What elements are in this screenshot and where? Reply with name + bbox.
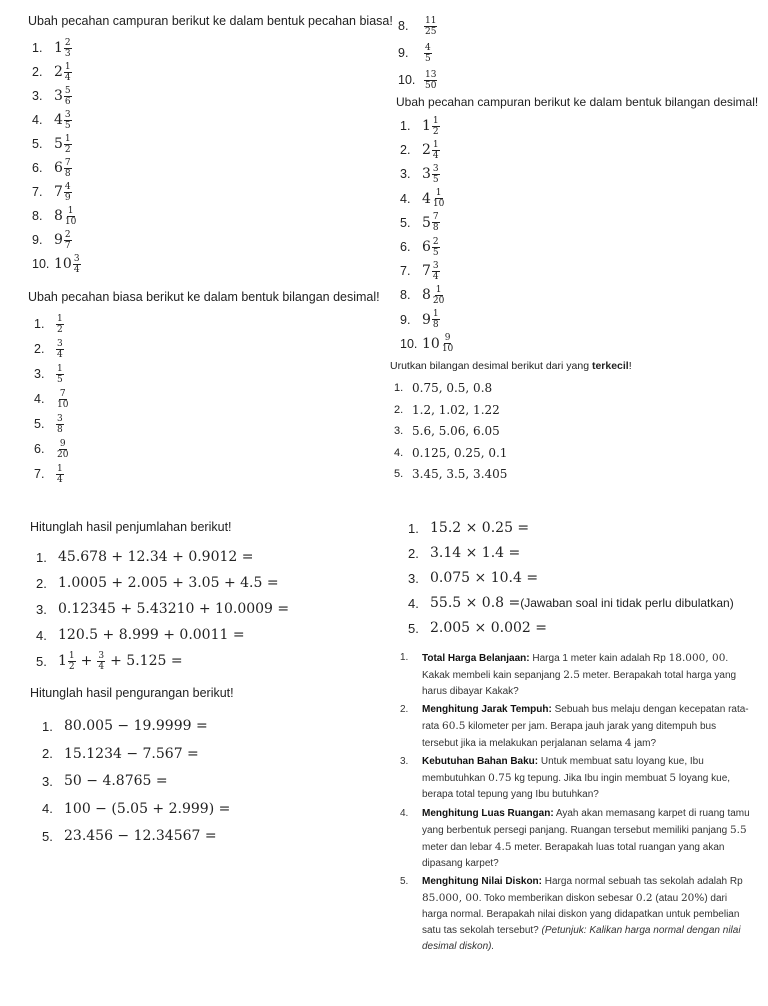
item-number: 5. (36, 653, 47, 669)
item-number: 3. (36, 601, 47, 617)
list-item (32, 84, 72, 108)
denominator: 20 (432, 295, 445, 306)
numerator: 11 (425, 15, 437, 26)
numerator: 4 (425, 42, 431, 53)
fraction (64, 62, 72, 83)
list-item (398, 41, 432, 65)
math-value: 0.75 (488, 772, 512, 784)
item-number: 9. (398, 46, 409, 60)
whole-number: 3 (422, 166, 431, 183)
denominator: 8 (432, 320, 439, 331)
item-number: 2. (42, 746, 53, 761)
item-number: 6. (400, 240, 411, 254)
item-number: 7. (400, 264, 411, 279)
item-number: 1. (400, 652, 409, 663)
numerator: 3 (432, 260, 439, 271)
denominator: 8 (64, 168, 71, 179)
list-item (42, 769, 168, 793)
item-number: 3. (394, 425, 404, 437)
problem-text (422, 650, 752, 700)
list-item (36, 623, 245, 647)
fraction (56, 464, 64, 485)
item-number: 5. (42, 828, 53, 844)
whole-number: 10 (54, 256, 72, 272)
item-number: 1. (400, 119, 411, 133)
fraction (64, 230, 72, 251)
section1-heading: Ubah pecahan campuran berikut ke dalam bentuk pecahan biasa! (28, 14, 393, 28)
list-item (36, 545, 254, 569)
numerator: 1 (64, 61, 71, 72)
section2-heading: Ubah pecahan biasa berikut ke dalam bentuk bilangan desimal! (28, 290, 380, 304)
list-item (34, 437, 69, 461)
fraction (432, 261, 440, 282)
list-item (394, 463, 507, 485)
text-part: ) dari harga normal. Berapakah nilai diskon yang didapatkan untuk pembelian satu tas sekolah tersebut? (422, 893, 740, 936)
list-item (400, 259, 440, 283)
list-item (34, 387, 69, 411)
numerator: 7 (432, 212, 439, 223)
list-item (408, 541, 520, 565)
numerator: 1 (432, 115, 439, 126)
list-item (398, 14, 437, 38)
whole-number: 10 (422, 335, 440, 352)
item-number: 5. (408, 620, 419, 636)
fraction (432, 116, 440, 137)
item-number: 3. (34, 367, 45, 381)
numerator: 3 (432, 163, 439, 174)
item-number: 10. (398, 73, 416, 87)
list-item (408, 516, 529, 540)
problem-title: Kebutuhan Bahan Baku: (422, 756, 539, 767)
text-part: . Kakak membeli kain sepanjang (422, 653, 729, 681)
section5-heading: Hitunglah hasil penjumlahan berikut! (30, 520, 232, 534)
list-item (400, 162, 440, 186)
numerator: 2 (64, 37, 71, 48)
list-item (42, 742, 199, 766)
text-part: jam? (631, 738, 657, 749)
fraction (432, 212, 440, 233)
item-number: 1. (394, 382, 404, 394)
denominator: 3 (64, 48, 71, 59)
text-part: . Toko memberikan diskon sebesar (478, 893, 636, 904)
math-value: 0.2 (635, 892, 653, 904)
numerator: 3 (73, 253, 80, 264)
denominator: 10 (64, 216, 77, 227)
denominator: 5 (57, 374, 63, 385)
fraction (64, 158, 72, 179)
list-item (34, 312, 64, 336)
denominator: 2 (68, 661, 75, 672)
problem-text (422, 806, 752, 872)
denominator: 2 (432, 126, 439, 137)
word-problem (400, 806, 752, 872)
denominator: 4 (73, 264, 80, 275)
math-expression: 3.45, 3.5, 3.405 (412, 467, 508, 481)
item-number: 1. (34, 317, 45, 331)
math-expression: 0.125, 0.25, 0.1 (412, 445, 508, 460)
item-number: 3. (32, 89, 43, 103)
math-value: 2.5 (563, 669, 580, 681)
numerator: 1 (57, 363, 63, 374)
list-item (408, 566, 538, 590)
denominator: 10 (432, 199, 445, 210)
whole-number: 7 (54, 184, 63, 200)
denominator: 5 (64, 120, 71, 131)
math-value: 5.5 (729, 824, 747, 836)
list-item (400, 114, 440, 138)
numerator: 2 (64, 229, 71, 240)
fraction (432, 309, 440, 330)
problem-text (422, 702, 752, 752)
denominator: 20 (57, 449, 69, 460)
denominator: 10 (57, 399, 69, 410)
problem-title: Menghitung Luas Ruangan: (422, 808, 554, 819)
numerator: 1 (57, 463, 63, 474)
item-number: 3. (42, 773, 53, 789)
math-expression: 1.0005 + 2.005 + 3.05 + 4.5 = (58, 575, 279, 591)
numerator: 2 (432, 236, 439, 247)
item-number: 7. (32, 185, 43, 199)
fraction (441, 333, 454, 354)
item-number: 2. (32, 65, 43, 79)
fraction (432, 285, 445, 306)
item-number: 4. (400, 191, 411, 206)
list-item (32, 180, 72, 204)
denominator: 8 (432, 223, 439, 234)
list-item (408, 616, 547, 640)
whole-number: 2 (422, 142, 431, 159)
list-item (400, 138, 440, 162)
whole-number: 8 (54, 208, 63, 224)
item-number: 5. (400, 215, 411, 230)
math-expression: 3.14 × 1.4 = (430, 545, 521, 561)
list-item (394, 399, 500, 421)
item-number: 5. (394, 468, 404, 480)
math-expression: 55.5 × 0.8 = (430, 595, 521, 611)
item-number: 2. (36, 575, 47, 591)
item-number: 4. (408, 595, 419, 611)
list-item (32, 156, 72, 180)
denominator: 25 (425, 26, 437, 37)
whole-number: 9 (422, 311, 431, 328)
math-expression: 45.678 + 12.34 + 0.9012 = (58, 549, 254, 565)
fraction (432, 140, 440, 161)
fraction (432, 188, 445, 209)
numerator: 1 (432, 139, 439, 150)
list-item (34, 362, 64, 386)
math-value: 4 (624, 737, 632, 749)
word-problem (400, 754, 752, 803)
numerator: 13 (425, 69, 437, 80)
fraction (64, 134, 72, 155)
math-expression: 0.75, 0.5, 0.8 (412, 381, 493, 395)
whole-number: 1 (54, 40, 63, 56)
word-problem (400, 650, 752, 700)
numerator: 4 (64, 181, 71, 192)
numerator: 3 (64, 109, 71, 120)
list-item (42, 824, 217, 848)
item-number: 2. (34, 342, 45, 356)
denominator: 2 (64, 144, 71, 155)
denominator: 5 (432, 174, 439, 185)
fraction (68, 651, 76, 672)
fraction (73, 254, 81, 275)
whole-number: 4 (54, 112, 63, 128)
text-part: Ayah akan memasang karpet di ruang tamu yang berbentuk persegi panjang. Ruangan tersebut memiliki panjang (422, 808, 750, 836)
list-item (34, 462, 64, 486)
fraction (64, 206, 77, 227)
problem-text (422, 874, 752, 955)
problem-title: Menghitung Jarak Tempuh: (422, 704, 552, 715)
denominator: 9 (64, 192, 71, 203)
whole-number: 5 (54, 136, 63, 152)
item-number: 4. (394, 446, 404, 459)
math-expression: 0.075 × 10.4 = (430, 570, 539, 586)
expression-rest: + 5.125 = (110, 653, 183, 669)
numerator: 9 (59, 438, 66, 449)
list-item (32, 204, 77, 228)
math-value: 20% (680, 892, 705, 904)
text-part: kilometer per jam. Berapa jauh jarak yang ditempuh bus tersebut jika ia melakukan perjalanan selama (422, 721, 717, 749)
item-number: 1. (36, 549, 47, 565)
math-value: 18.000, 00 (668, 652, 726, 664)
math-expression: 23.456 − 12.34567 = (64, 828, 217, 844)
item-number: 6. (34, 442, 45, 456)
whole-number: 1 (422, 118, 431, 134)
numerator: 1 (435, 188, 442, 199)
math-expression: 50 − 4.8765 = (64, 773, 168, 789)
item-number: 9. (32, 233, 43, 247)
text-part: (atau (652, 893, 681, 904)
math-expression: 15.2 × 0.25 = (430, 520, 530, 536)
list-item (400, 332, 454, 356)
item-number: 1. (408, 520, 419, 536)
item-number: 7. (34, 467, 45, 481)
fraction (432, 164, 440, 185)
whole-number: 1 (58, 653, 67, 669)
item-number: 10. (32, 257, 50, 271)
list-item (32, 108, 72, 132)
list-item (408, 591, 734, 615)
fraction (64, 38, 72, 59)
numerator: 1 (64, 133, 71, 144)
fraction (424, 43, 432, 64)
text-part: meter. Berapakah luas total ruangan yang akan dipasang karpet? (422, 842, 725, 869)
denominator: 2 (57, 324, 63, 335)
numerator: 1 (435, 284, 442, 295)
whole-number: 4 (422, 190, 431, 207)
whole-number: 9 (54, 232, 63, 248)
math-expression: 120.5 + 8.999 + 0.0011 = (58, 627, 245, 643)
math-expression: 0.12345 + 5.43210 + 10.0009 = (58, 601, 290, 617)
list-item (394, 377, 492, 399)
item-number: 2. (408, 545, 419, 561)
list-item (32, 252, 81, 276)
text-part: Sebuah bus melaju dengan kecepatan rata-rata (422, 704, 749, 732)
fraction (56, 314, 64, 335)
math-value: 60.5 (442, 720, 466, 732)
fraction (64, 110, 72, 131)
section4-heading: Urutkan bilangan desimal berikut dari yang terkecil! (390, 360, 632, 372)
list-item (36, 571, 279, 595)
denominator: 8 (57, 424, 63, 435)
list-item (36, 597, 289, 621)
text-part: Harga normal sebuah tas sekolah adalah Rp (542, 876, 743, 887)
item-number: 8. (32, 209, 43, 223)
list-item (400, 187, 445, 211)
fraction (64, 182, 72, 203)
numerator: 1 (68, 650, 75, 661)
fraction (56, 364, 64, 385)
item-number: 4. (42, 801, 53, 816)
math-expression: 15.1234 − 7.567 = (64, 745, 199, 762)
denominator: 4 (432, 271, 439, 282)
denominator: 50 (425, 80, 437, 91)
numerator: 1 (67, 205, 74, 216)
denominator: 4 (57, 474, 63, 485)
item-number: 2. (400, 143, 411, 158)
denominator: 7 (64, 240, 71, 251)
fraction (424, 16, 437, 37)
list-item (400, 211, 440, 235)
fraction (56, 414, 64, 435)
whole-number: 7 (422, 263, 431, 280)
math-expression: 5.6, 5.06, 6.05 (412, 424, 500, 438)
plus-sign: + (80, 653, 93, 669)
list-item (394, 420, 500, 442)
numerator: 9 (444, 333, 451, 344)
fraction (424, 70, 437, 91)
problem-text (422, 754, 752, 803)
numerator: 7 (64, 157, 71, 168)
item-number: 8. (400, 288, 411, 303)
whole-number: 6 (422, 239, 431, 255)
item-number: 4. (32, 113, 43, 127)
list-item (400, 283, 445, 307)
item-number: 6. (32, 161, 43, 175)
fraction (56, 339, 64, 360)
text-part: meter dan lebar (422, 842, 495, 853)
item-number: 4. (34, 392, 45, 406)
fraction (97, 651, 105, 672)
text-part: loyang kue, berapa total tepung yang Ibu butuhkan? (422, 773, 731, 800)
math-value: 5 (669, 772, 677, 784)
denominator: 5 (432, 247, 439, 258)
item-number: 5. (32, 137, 43, 151)
list-item (32, 36, 72, 60)
numerator: 5 (64, 85, 71, 96)
item-number: 3. (400, 167, 411, 182)
text-part: Harga 1 meter kain adalah Rp (529, 653, 669, 664)
denominator: 4 (57, 349, 63, 360)
numerator: 1 (432, 309, 439, 320)
text-part: meter. Berapakah total harga yang harus dibayar Kakak? (422, 670, 737, 697)
problem-title: Menghitung Nilai Diskon: (422, 876, 542, 887)
denominator: 4 (98, 661, 105, 672)
item-number: 9. (400, 312, 411, 327)
math-expression: 80.005 − 19.9999 = (64, 718, 208, 734)
item-number: 4. (400, 808, 409, 819)
list-item (42, 714, 208, 738)
item-number: 1. (42, 718, 53, 734)
whole-number: 8 (422, 287, 431, 304)
fraction (432, 237, 440, 258)
fraction (64, 86, 72, 107)
list-item (400, 235, 440, 259)
item-number: 2. (394, 403, 404, 416)
list-item (32, 228, 72, 252)
item-number: 2. (400, 704, 409, 715)
item-number: 3. (408, 570, 419, 586)
list-item (394, 442, 507, 464)
whole-number: 6 (54, 160, 63, 176)
item-note: (Jawaban soal ini tidak perlu dibulatkan) (520, 596, 734, 610)
fraction (56, 389, 69, 410)
numerator: 1 (57, 313, 63, 324)
item-number: 3. (400, 756, 409, 767)
word-problem (400, 702, 752, 752)
item-number: 1. (32, 41, 43, 55)
math-value: 4.5 (494, 841, 512, 853)
list-item (42, 797, 230, 821)
numerator: 7 (59, 388, 66, 399)
math-expression: 100 − (5.05 + 2.999) = (64, 800, 231, 817)
denominator: 4 (432, 150, 439, 161)
fraction (56, 439, 69, 460)
numerator: 3 (98, 650, 105, 661)
section3-heading: Ubah pecahan campuran berikut ke dalam bentuk bilangan desimal! (396, 95, 759, 109)
denominator: 6 (64, 96, 71, 107)
text-part: kg tepung. Jika Ibu ingin membuat (511, 773, 670, 784)
item-number: 5. (400, 876, 409, 887)
whole-number: 2 (54, 64, 63, 80)
item-number: 10. (400, 336, 418, 351)
whole-number: 5 (422, 214, 431, 231)
math-expression: 1.2, 1.02, 1.22 (412, 402, 500, 417)
section6-heading: Hitunglah hasil pengurangan berikut! (30, 686, 234, 700)
hint-text: (Petunjuk: Kalikan harga normal dengan nilai desimal diskon). (422, 925, 741, 952)
denominator: 5 (425, 53, 431, 64)
math-value: 85.000, 00 (422, 892, 479, 904)
math-expression: 2.005 × 0.002 = (430, 620, 547, 636)
word-problem (400, 874, 752, 955)
denominator: 4 (64, 72, 71, 83)
whole-number: 3 (54, 88, 63, 104)
list-item (398, 68, 437, 92)
numerator: 3 (57, 413, 63, 424)
item-number: 8. (398, 19, 409, 33)
numerator: 3 (57, 338, 63, 349)
denominator: 10 (441, 344, 454, 355)
item-number: 5. (34, 417, 45, 431)
list-item (32, 132, 72, 156)
list-item (32, 60, 72, 84)
list-item (34, 412, 64, 436)
text-part: Untuk membuat satu loyang kue, Ibu membutuhkan (422, 756, 704, 784)
problem-title: Total Harga Belanjaan: (422, 653, 530, 664)
list-item (400, 308, 440, 332)
item-number: 4. (36, 627, 47, 643)
list-item (34, 337, 64, 361)
section5-item-5 (36, 649, 183, 673)
